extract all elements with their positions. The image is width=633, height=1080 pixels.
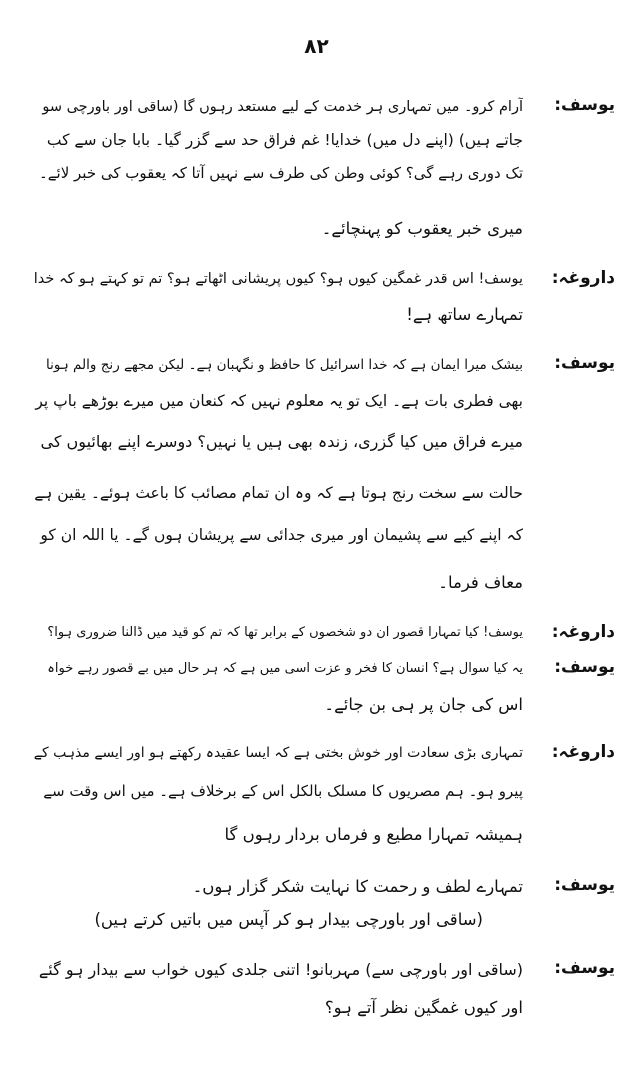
dialogue-line: ہمیشہ تمہارا مطیع و فرماں بردار رہوں گا [224,825,523,844]
dialogue-line: یہ کیا سوال ہے؟ انسان کا فخر و عزت اسی میں ہے کہ ہر حال میں بے قصور رہے خواہ [47,661,523,676]
dialogue-line: معاف فرما۔ [438,573,523,592]
speaker-label: یوسف: [554,875,615,895]
dialogue-line: بھی فطری بات ہے۔ ایک تو یہ معلوم نہیں کہ کنعان میں میرے بوڑھے باپ پر [35,392,523,410]
speaker-label: داروغہ: [551,622,615,642]
dialogue-line: جاتے ہیں) (اپنے دل میں) خدایا! غم فراق حد سے گزر گیا۔ بابا جان سے کب [46,131,523,149]
dialogue-line: آرام کرو۔ میں تمہاری ہر خدمت کے لیے مستعد رہوں گا (ساقی اور باورچی سو [42,99,523,115]
dialogue-line: پیرو ہو۔ ہم مصریوں کا مسلک بالکل اس کے برخلاف ہے۔ میں اس وقت سے [43,782,523,800]
speaker-label: داروغہ: [551,742,615,762]
dialogue-line: تمہارے لطف و رحمت کا نہایت شکر گزار ہوں۔ [192,877,523,896]
dialogue-line: (ساقی اور باورچی بیدار ہو کر آپس میں باتیں کرتے ہیں) [94,910,483,929]
dialogue-line: (ساقی اور باورچی سے) مہربانو! اتنی جلدی کیوں خواب سے بیدار ہو گئے [38,960,523,979]
dialogue-line: تمہاری بڑی سعادت اور خوش بختی ہے کہ ایسا عقیدہ رکھتے ہو اور ایسے مذہب کے [33,745,523,761]
dialogue-line: تمہارے ساتھ ہے! [406,305,523,324]
speaker-label: یوسف: [554,95,615,115]
dialogue-line: تک دوری رہے گی؟ کوئی وطن کی طرف سے نہیں آتا کہ یعقوب کی خبر لائے۔ [38,164,523,182]
speaker-label: یوسف: [554,353,615,373]
page-number: ۸۲ [304,34,329,58]
dialogue-line: بیشک میرا ایمان ہے کہ خدا اسرائیل کا حافظ و نگہبان ہے۔ لیکن مجھے رنج والم ہونا [46,357,523,373]
dialogue-line: یوسف! کیا تمہارا قصور ان دو شخصوں کے برابر تھا کہ تم کو قید میں ڈالنا ضروری ہوا؟ [47,625,523,640]
speaker-label: یوسف: [554,657,615,677]
dialogue-line: اور کیوں غمگین نظر آتے ہو؟ [324,998,523,1017]
dialogue-line: میری خبر یعقوب کو پہنچائے۔ [321,219,523,238]
dialogue-line: حالت سے سخت رنج ہوتا ہے کہ وہ ان تمام مصائب کا باعث ہوئے۔ یقین ہے [34,484,523,502]
dialogue-line: میرے فراق میں کیا گزری، زندہ بھی ہیں یا نہیں؟ دوسرے اپنے بھائیوں کی [40,432,523,451]
speaker-label: داروغہ: [551,268,615,288]
dialogue-line: اس کی جان پر ہی بن جائے۔ [324,695,523,714]
speaker-label: یوسف: [554,958,615,978]
dialogue-line: یوسف! اس قدر غمگین کیوں ہو؟ کیوں پریشانی اٹھاتے ہو؟ تم تو کہتے ہو کہ خدا [33,271,523,287]
dialogue-line: کہ اپنے کیے سے پشیمان اور میری جدائی سے پریشان ہوں گے۔ یا اللہ ان کو [40,526,523,544]
